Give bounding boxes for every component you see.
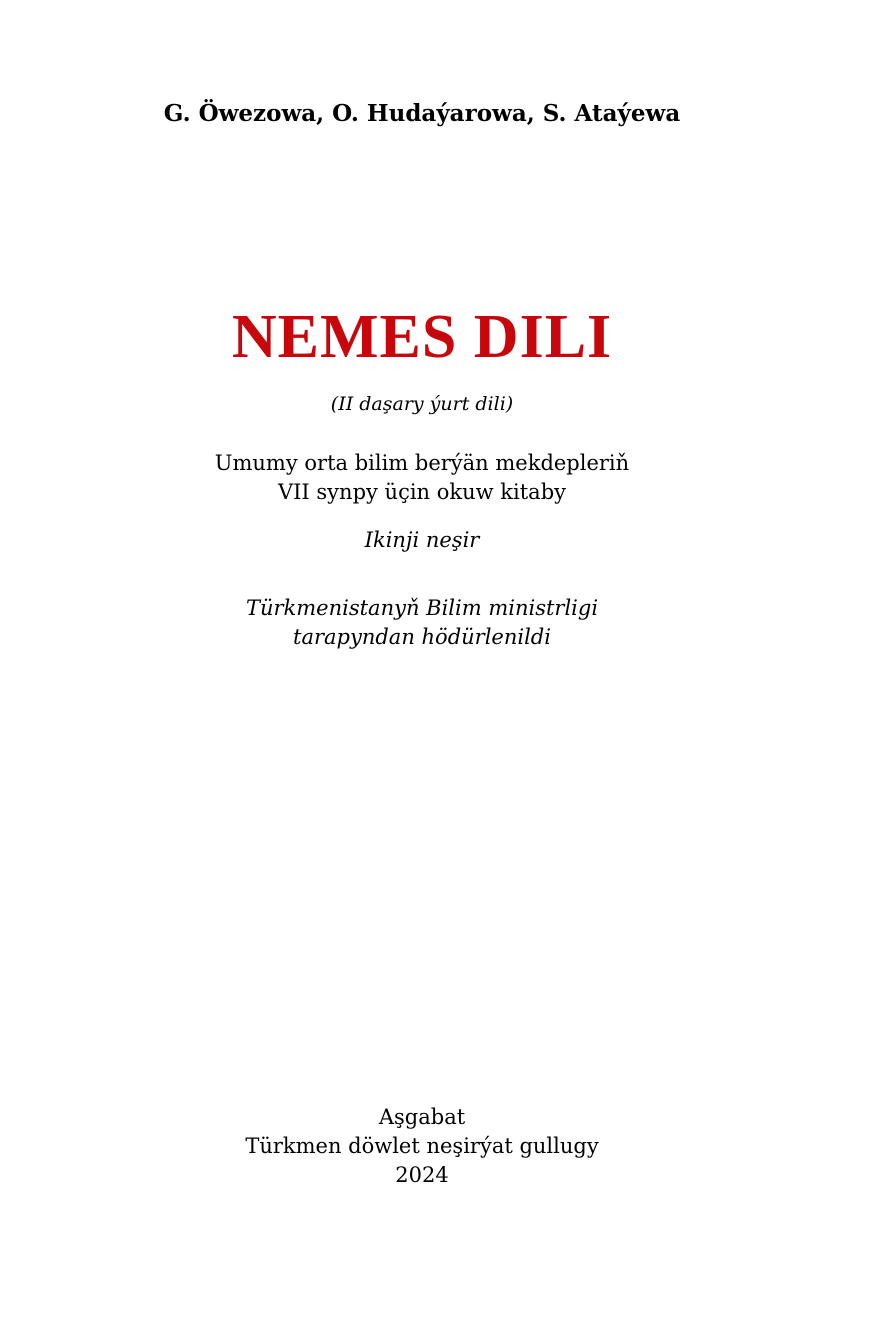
description-line-1: Umumy orta bilim berýän mekdepleriň — [214, 451, 630, 475]
imprint-city: Aşgabat — [378, 1105, 466, 1129]
subtitle: (II daşary ýurt dili) — [330, 393, 514, 415]
approval-line-2: tarapyndan hödürlenildi — [293, 625, 551, 649]
imprint-year: 2024 — [395, 1163, 449, 1187]
imprint-publisher: Türkmen döwlet neşirýat gullugy — [245, 1134, 599, 1158]
edition: Ikinji neşir — [364, 528, 480, 552]
description-line-2: VII synpy üçin okuw kitaby — [277, 480, 567, 504]
book-title: NEMES DILI — [231, 303, 613, 371]
authors: G. Öwezowa, O. Hudaýarowa, S. Ataýewa — [163, 100, 681, 127]
approval-line-1: Türkmenistanyň Bilim ministrligi — [245, 596, 599, 620]
